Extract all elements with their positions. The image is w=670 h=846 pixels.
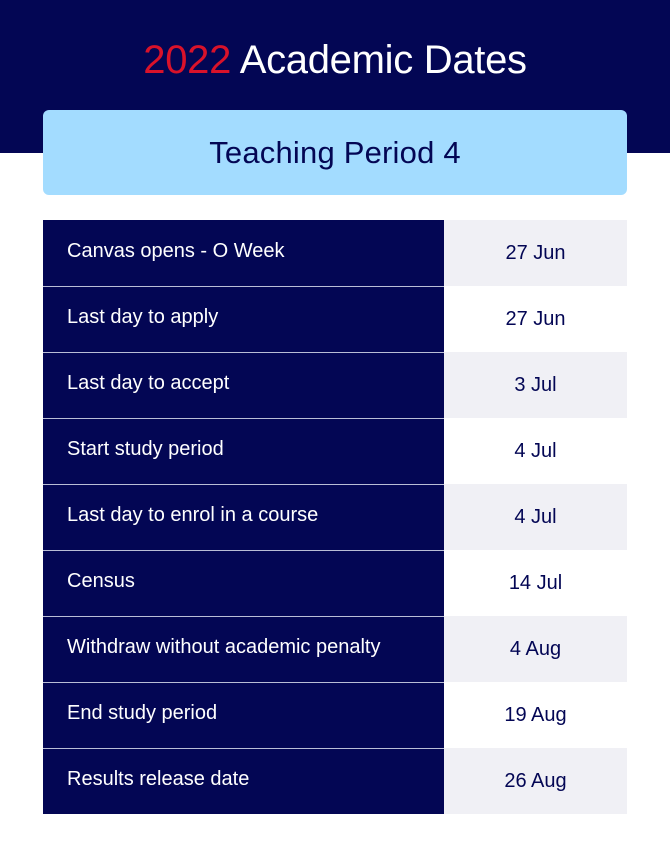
table-row (43, 616, 627, 682)
row-date: 14 Jul (444, 550, 627, 616)
table-row (43, 418, 627, 484)
row-date: 26 Aug (444, 748, 627, 814)
academic-dates-table (43, 220, 627, 814)
row-date: 27 Jun (444, 220, 627, 286)
row-label: Start study period (43, 418, 444, 484)
title-text: Academic Dates (239, 38, 527, 82)
table-row (43, 220, 627, 286)
table-row (43, 352, 627, 418)
row-label: Census (43, 550, 444, 616)
row-date: 4 Aug (444, 616, 627, 682)
row-label: Withdraw without academic penalty (43, 616, 444, 682)
table-row (43, 550, 627, 616)
row-date: 27 Jun (444, 286, 627, 352)
teaching-period-banner (43, 110, 627, 195)
row-label: Last day to accept (43, 352, 444, 418)
title-year: 2022 (143, 38, 232, 82)
row-label: End study period (43, 682, 444, 748)
row-label: Canvas opens - O Week (43, 220, 444, 286)
table-row (43, 682, 627, 748)
row-label: Last day to apply (43, 286, 444, 352)
row-date: 4 Jul (444, 418, 627, 484)
table-row (43, 286, 627, 352)
row-label: Results release date (43, 748, 444, 814)
row-date: 3 Jul (444, 352, 627, 418)
row-date: 4 Jul (444, 484, 627, 550)
table-row (43, 484, 627, 550)
row-date: 19 Aug (444, 682, 627, 748)
row-label: Last day to enrol in a course (43, 484, 444, 550)
teaching-period-label: Teaching Period 4 (209, 134, 461, 170)
page-title (0, 36, 670, 84)
table-row (43, 748, 627, 814)
